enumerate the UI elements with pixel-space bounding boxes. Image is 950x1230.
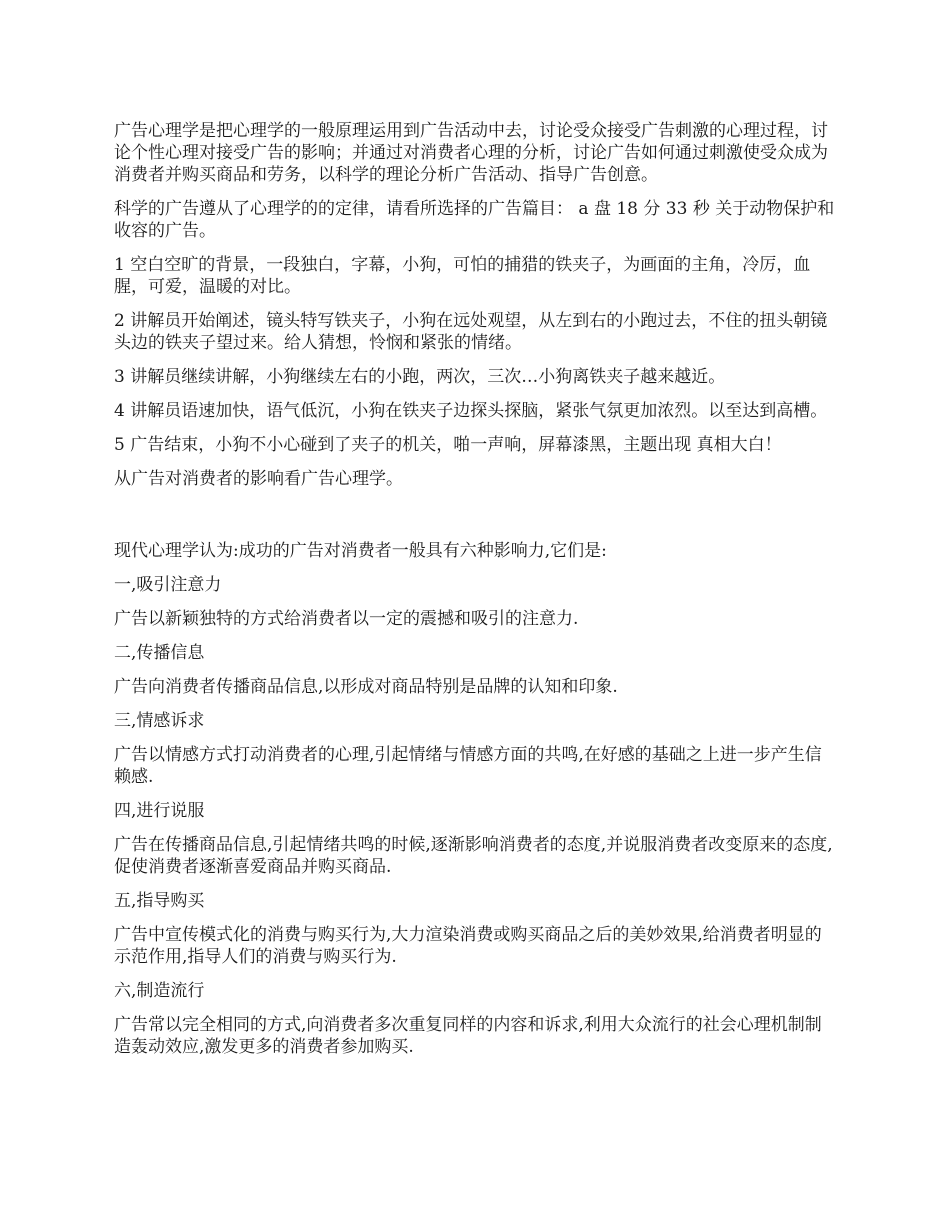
scene-3-paragraph: 3 讲解员继续讲解，小狗继续左右的小跑，两次，三次…小狗离铁夹子越来越近。 (114, 367, 726, 387)
influence-heading-1: 一,吸引注意力 (114, 575, 222, 595)
influence-heading-6: 六,制造流行 (114, 981, 205, 1001)
influence-heading-5: 五,指导购买 (114, 891, 205, 911)
intro-paragraph: 广告心理学是把心理学的一般原理运用到广告活动中去，讨论受众接受广告刺激的心理过程，讨论个性心理对接受广告的影响；并通过对消费者心理的分析，讨论广告如何通过刺激使受众成为消费者并购买商品和劳务，以科学的理论分析广告活动、指导广告创意。 (114, 121, 828, 185)
scene-5-paragraph: 5 广告结束，小狗不小心碰到了夹子的机关，啪一声响，屏幕漆黑，主题出现 真相大白！ (114, 435, 782, 455)
influence-body-4: 广告在传播商品信息,引起情绪共鸣的时候,逐渐影响消费者的态度,并说服消费者改变原来的态度,促使消费者逐渐喜爱商品并购买商品. (114, 835, 833, 877)
influence-body-5: 广告中宣传模式化的消费与购买行为,大力渲染消费或购买商品之后的美妙效果,给消费者明显的示范作用,指导人们的消费与购买行为. (114, 925, 822, 967)
section-intro-paragraph: 从广告对消费者的影响看广告心理学。 (114, 469, 403, 489)
influence-heading-4: 四,进行说服 (114, 801, 205, 821)
document-page (114, 120, 838, 1058)
influence-body-6: 广告常以完全相同的方式,向消费者多次重复同样的内容和诉求,利用大众流行的社会心理机制制造轰动效应,激发更多的消费者参加购买. (114, 1015, 822, 1057)
influence-body-3: 广告以情感方式打动消费者的心理,引起情绪与情感方面的共鸣,在好感的基础之上进一步产生信赖感. (114, 745, 822, 787)
influence-heading-3: 三,情感诉求 (114, 711, 205, 731)
ad-example-paragraph: 科学的广告遵从了心理学的的定律，请看所选择的广告篇目： a 盘 18 分 33 秒 关于动物保护和收容的广告。 (114, 199, 835, 241)
influence-heading-2: 二,传播信息 (114, 643, 205, 663)
scene-4-paragraph: 4 讲解员语速加快，语气低沉，小狗在铁夹子边探头探脑，紧张气氛更加浓烈。以至达到高槽。 (114, 401, 828, 421)
scene-1-paragraph: 1 空白空旷的背景，一段独白，字幕，小狗，可怕的捕猎的铁夹子，为画面的主角，冷厉，血腥，可爱，温暖的对比。 (114, 255, 811, 297)
influence-body-1: 广告以新颖独特的方式给消费者以一定的震撼和吸引的注意力. (114, 609, 579, 629)
scene-2-paragraph: 2 讲解员开始阐述，镜头特写铁夹子，小狗在远处观望，从左到右的小跑过去，不住的扭头朝镜头边的铁夹子望过来。给人猜想，怜悯和紧张的情绪。 (114, 311, 828, 353)
six-influences-intro: 现代心理学认为:成功的广告对消费者一般具有六种影响力,它们是: (114, 541, 607, 561)
influence-body-2: 广告向消费者传播商品信息,以形成对商品特别是品牌的认知和印象. (114, 677, 618, 697)
